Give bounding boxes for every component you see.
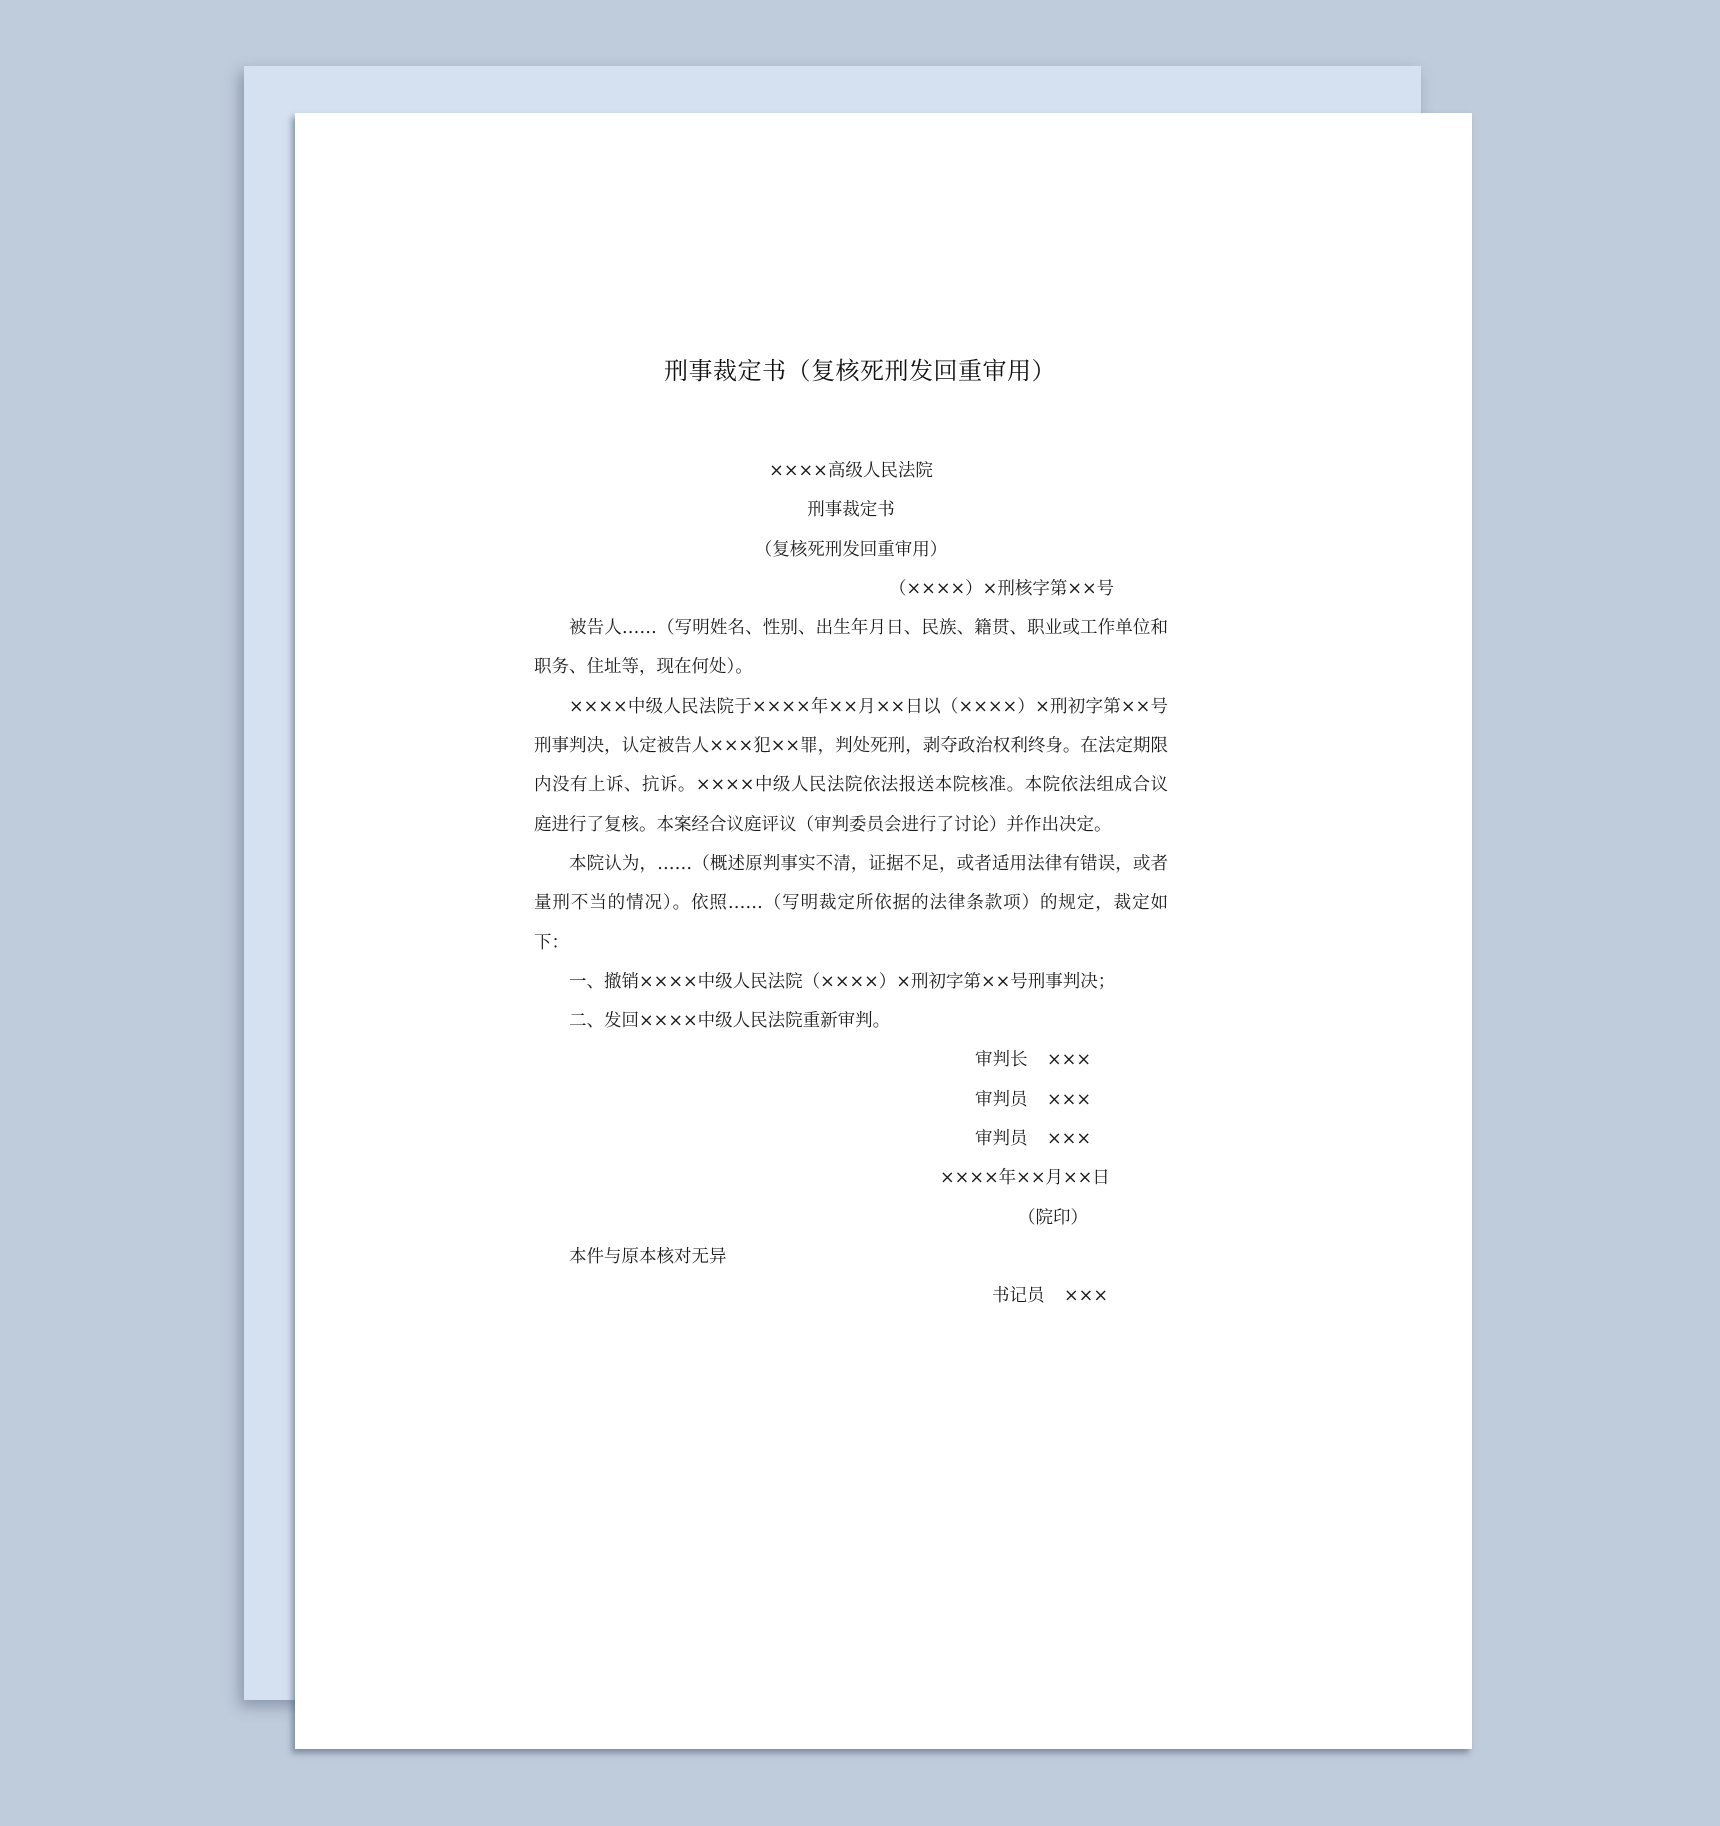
signature-role: 审判长 xyxy=(975,1050,1028,1071)
signature-role: 审判员 xyxy=(975,1129,1028,1150)
verification-note: 本件与原本核对无异 xyxy=(569,1246,727,1267)
signature-name: ××× xyxy=(1047,1129,1091,1150)
signature-name: ××× xyxy=(1047,1089,1091,1110)
document-subtype: （复核死刑发回重审用） xyxy=(754,539,948,560)
document-title: 刑事裁定书（复核死刑发回重审用） xyxy=(664,357,1056,385)
case-number: （××××）×刑核字第××号 xyxy=(889,578,1115,599)
paragraph-case-history: ××××中级人民法院于××××年××月××日以（××××）×刑初字第××号刑事判决，认定被告人×××犯××罪，判处死刑，剥夺政治权利终身。在法定期限内没有上诉、抗诉。××××中级人民法院依法报送本院核准。本院依法组成合议庭进行了复核。本案经合议庭评议（审判委员会进行了讨论）并作出决定。 xyxy=(534,696,1168,835)
paragraph-defendant: 被告人……（写明姓名、性别、出生年月日、民族、籍贯、职业或工作单位和职务、住址等，现在何处）。 xyxy=(534,618,1168,678)
signature-role: 审判员 xyxy=(975,1089,1028,1110)
signature-name: ××× xyxy=(1047,1050,1091,1071)
ruling-date: ××××年××月××日 xyxy=(940,1168,1110,1189)
clerk-name: ××× xyxy=(1064,1286,1108,1307)
ruling-item-1: 一、撤销××××中级人民法院（××××）×刑初字第××号刑事判决； xyxy=(569,971,1116,992)
clerk-role: 书记员 xyxy=(992,1286,1045,1307)
court-seal: （院印） xyxy=(1018,1207,1088,1228)
signature-judge-2 xyxy=(534,1120,1168,1159)
paragraph-court-opinion: 本院认为，……（概述原判事实不清，证据不足，或者适用法律有错误，或者量刑不当的情况）。依照……（写明裁定所依据的法律条款项）的规定，裁定如下： xyxy=(534,853,1168,953)
signature-judge-1 xyxy=(534,1081,1168,1120)
document-body xyxy=(534,452,1168,1317)
signature-presiding-judge xyxy=(534,1041,1168,1080)
ruling-item-2: 二、发回××××中级人民法院重新审判。 xyxy=(569,1011,891,1032)
court-name: ××××高级人民法院 xyxy=(769,461,933,481)
document-type: 刑事裁定书 xyxy=(807,500,895,521)
signature-clerk xyxy=(534,1277,1168,1316)
